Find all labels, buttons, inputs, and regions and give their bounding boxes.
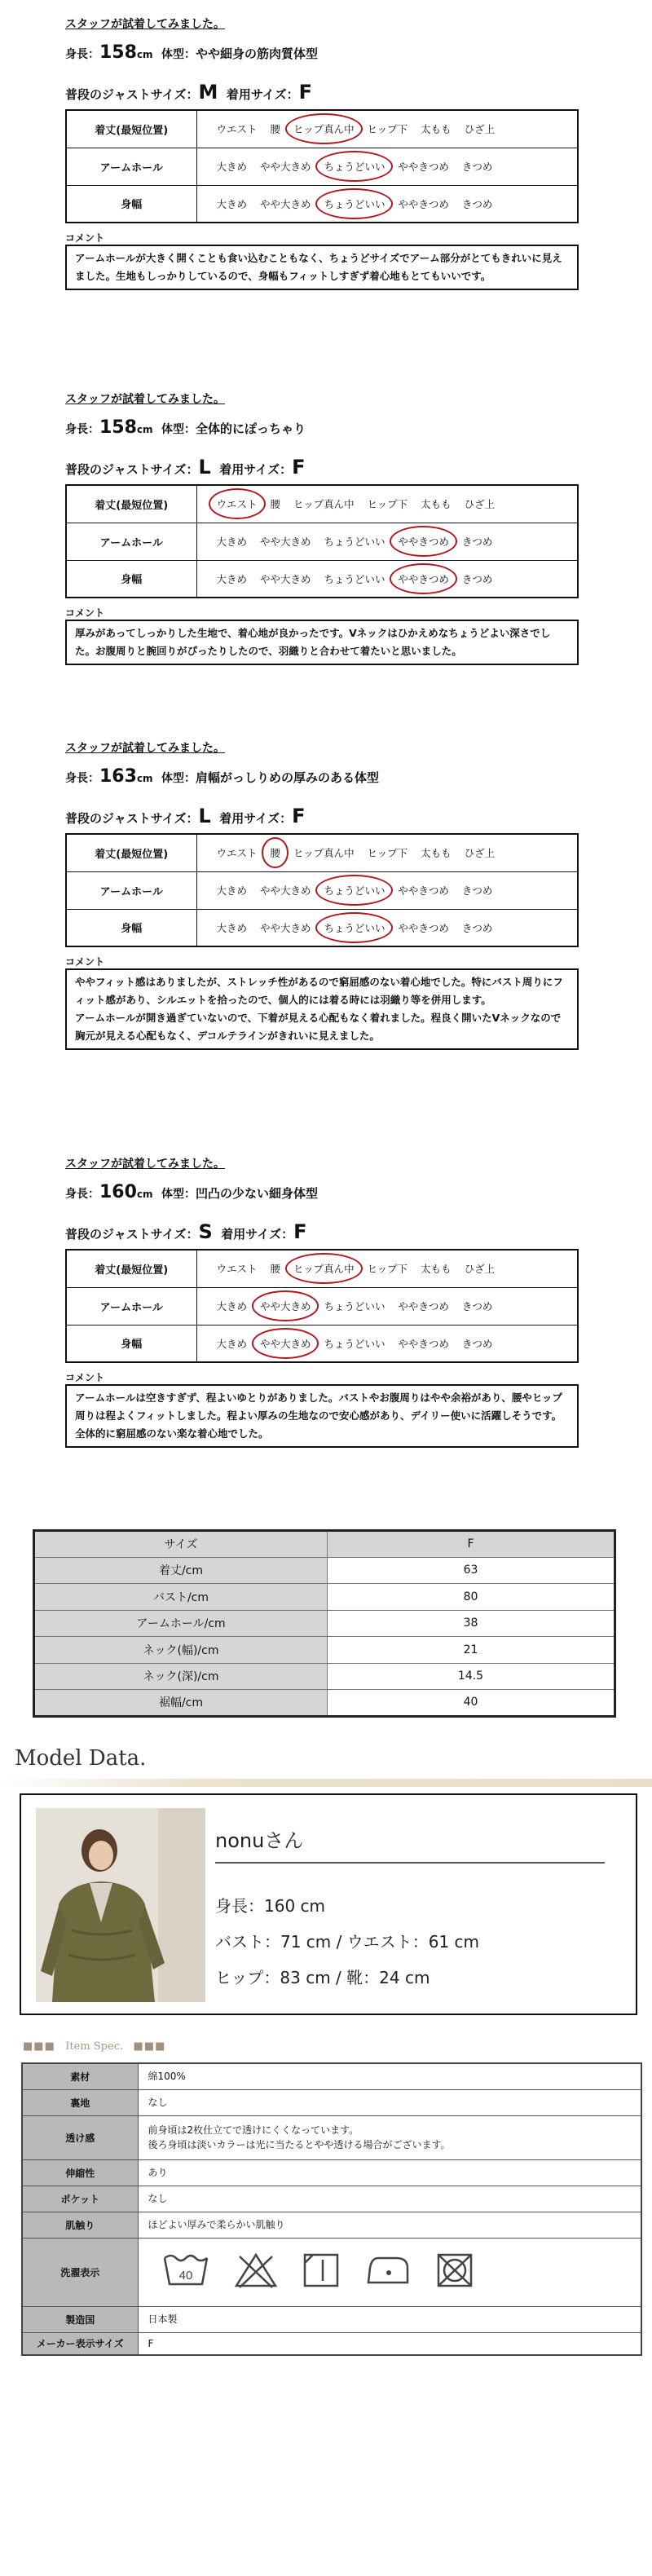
usual-size-value: M xyxy=(198,81,218,104)
fit-option: ちょうどいい xyxy=(324,1337,385,1350)
body-type-value: やや細身の筋肉質体型 xyxy=(196,46,319,61)
spec-key: 素材 xyxy=(22,2063,138,2089)
fit-row-label: 着丈(最短位置) xyxy=(66,1250,196,1287)
staff-section-title: スタッフが試着してみました。 xyxy=(65,18,225,31)
fit-option: きつめ xyxy=(461,572,493,585)
fit-row xyxy=(66,1325,578,1362)
size-measure-label: ネック(幅)/cm xyxy=(34,1637,328,1664)
staff-body-line xyxy=(65,1179,579,1206)
staff-section-title: スタッフが試着してみました。 xyxy=(65,1158,225,1171)
fit-options xyxy=(196,1325,578,1362)
fit-option: 大きめ xyxy=(216,572,248,585)
size-table-row xyxy=(34,1557,615,1584)
size-measure-value: 40 xyxy=(328,1690,615,1717)
size-measure-label: 着丈/cm xyxy=(34,1557,328,1584)
fit-option: ややきつめ xyxy=(398,884,449,897)
size-measure-value: 80 xyxy=(328,1584,615,1611)
fit-option: 太もも xyxy=(421,847,452,860)
spec-value: 綿100% xyxy=(138,2063,641,2089)
spec-value: ほどよい厚みで柔らかい肌触り xyxy=(138,2212,641,2238)
comment-label: コメント xyxy=(65,1372,105,1383)
fit-option-selected: ちょうどいい xyxy=(320,159,388,174)
spec-key: 裏地 xyxy=(22,2089,138,2115)
fit-option: 大きめ xyxy=(216,1300,248,1312)
height-unit: cm xyxy=(136,49,153,60)
fit-option-selected: やや大きめ xyxy=(257,1299,315,1313)
size-measure-label: ネック(深)/cm xyxy=(34,1663,328,1690)
staff-size-line xyxy=(65,1218,579,1246)
comment-box: ややフィット感はありましたが、ストレッチ性があるので窮屈感のない着心地でした。特にバスト周りにフィット感があり、シルエットを拾ったので、個人的には着る時には羽織り等を併用します。 アームホールが開き過ぎていないので、下着が見える心配もなく着れました。程良く開いたVネックなので胸元が見える心配もなく、デコルテラインがきれいに見えました。 xyxy=(65,968,579,1050)
comment-label: コメント xyxy=(65,956,105,968)
height-unit: cm xyxy=(136,424,153,435)
fit-row xyxy=(66,523,578,560)
fit-evaluation-table xyxy=(65,1249,579,1363)
model-name: nonuさん xyxy=(215,1829,304,1852)
fit-option-selected: ややきつめ xyxy=(394,571,452,586)
staff-section-title: スタッフが試着してみました。 xyxy=(65,393,225,406)
fit-row xyxy=(66,834,578,871)
size-header-value: F xyxy=(328,1531,615,1558)
fit-evaluation-table xyxy=(65,484,579,598)
fit-option-selected: ウエスト xyxy=(214,496,261,511)
spec-row xyxy=(22,2332,641,2355)
fit-options xyxy=(196,834,578,871)
fit-option-selected: ちょうどいい xyxy=(320,196,388,211)
fit-options xyxy=(196,560,578,598)
fit-option: やや大きめ xyxy=(259,161,311,173)
size-measure-value: 14.5 xyxy=(328,1663,615,1690)
usual-size-label: 普段のジャストサイズ： xyxy=(65,87,199,102)
heading-squares-left: ■■■ xyxy=(23,2040,55,2053)
fit-options xyxy=(196,185,578,223)
size-table xyxy=(33,1529,616,1718)
fit-option: やや大きめ xyxy=(259,572,311,585)
fit-option: 太もも xyxy=(421,123,452,136)
line-dry-shade-icon xyxy=(302,2252,341,2293)
spec-key: ポケット xyxy=(22,2186,138,2212)
fit-row-label: アームホール xyxy=(66,1287,196,1325)
fit-row-label: 身幅 xyxy=(66,560,196,598)
fit-row-label: アームホール xyxy=(66,871,196,909)
size-header-label: サイズ xyxy=(34,1531,328,1558)
fit-row xyxy=(66,909,578,946)
fit-row xyxy=(66,560,578,598)
usual-size-label: 普段のジャストサイズ： xyxy=(65,811,199,826)
fit-option: ウエスト xyxy=(216,847,258,860)
fit-option: やや大きめ xyxy=(259,921,311,934)
model-data-heading: Model Data. xyxy=(15,1746,147,1771)
staff-size-line xyxy=(65,453,579,481)
wash-symbols xyxy=(148,2252,641,2293)
staff-fitting-section xyxy=(65,740,579,1050)
fit-options xyxy=(196,909,578,946)
fit-option: 太もも xyxy=(421,1263,452,1276)
no-tumble-dry-icon xyxy=(435,2252,476,2293)
fit-row-label: 身幅 xyxy=(66,909,196,946)
height-unit: cm xyxy=(136,1189,153,1200)
comment-label: コメント xyxy=(65,607,105,619)
usual-size-value: L xyxy=(198,456,211,479)
body-type-value: 凹凸の少ない細身体型 xyxy=(196,1186,319,1201)
model-heading-rule xyxy=(0,1779,652,1787)
spec-row xyxy=(22,2063,641,2089)
model-hip-shoe: ヒップ：83 cm / 靴：24 cm xyxy=(215,1968,430,1987)
body-type-value: 全体的にぽっちゃり xyxy=(196,421,306,436)
item-spec-table xyxy=(21,2062,642,2356)
comment-box: アームホールが大きく開くことも食い込むこともなく、ちょうどサイズでアーム部分がとてもきれいに見えました。生地もしっかりしているので、身幅もフィットしすぎず着心地もとてもいいです。 xyxy=(65,245,579,290)
body-type-label: 体型： xyxy=(161,1188,196,1201)
model-bust-waist: バスト：71 cm / ウエスト：61 cm xyxy=(215,1932,480,1952)
spec-row xyxy=(22,2159,641,2186)
spec-value: なし xyxy=(138,2186,641,2212)
spec-value: なし xyxy=(138,2089,641,2115)
fit-option-selected: ややきつめ xyxy=(394,534,452,549)
fit-option: ひざ上 xyxy=(464,123,496,136)
staff-fitting-section xyxy=(65,1156,579,1448)
spec-key: 伸縮性 xyxy=(22,2159,138,2186)
fit-option: ちょうどいい xyxy=(324,536,385,548)
fit-row xyxy=(66,185,578,223)
size-measure-label: バスト/cm xyxy=(34,1584,328,1611)
body-type-label: 体型： xyxy=(161,48,196,61)
comment-box: 厚みがあってしっかりした生地で、着心地が良かったです。Vネックはひかえめなちょうどよい深さでした。お腹周りと腕回りがぴったりしたので、羽織りと合わせて着たいと思いました。 xyxy=(65,620,579,665)
fit-option: ひざ上 xyxy=(464,498,496,511)
fit-row xyxy=(66,148,578,185)
svg-text:40: 40 xyxy=(178,2268,192,2283)
item-spec-title: Item Spec. xyxy=(65,2040,124,2053)
fit-option: 大きめ xyxy=(216,161,248,173)
spec-value: F xyxy=(138,2332,641,2355)
fit-option: ヒップ下 xyxy=(367,1263,408,1276)
spec-key: 透け感 xyxy=(22,2115,138,2159)
worn-size-value: F xyxy=(292,805,306,827)
staff-body-line xyxy=(65,414,579,442)
fit-option: きつめ xyxy=(461,1337,493,1350)
size-table-row xyxy=(34,1637,615,1664)
fit-option: 大きめ xyxy=(216,536,248,548)
comment-label: コメント xyxy=(65,232,105,244)
size-table-row xyxy=(34,1584,615,1611)
staff-fitting-section xyxy=(65,391,579,665)
worn-size-label: 着用サイズ： xyxy=(221,1227,294,1242)
fit-evaluation-table xyxy=(65,833,579,947)
fit-options xyxy=(196,485,578,523)
fit-options xyxy=(196,523,578,560)
fit-row xyxy=(66,485,578,523)
fit-options xyxy=(196,1250,578,1287)
worn-size-label: 着用サイズ： xyxy=(219,811,293,826)
fit-option: 大きめ xyxy=(216,884,248,897)
staff-section-title: スタッフが試着してみました。 xyxy=(65,742,225,755)
fit-row-label: アームホール xyxy=(66,148,196,185)
fit-option-selected: ヒップ真ん中 xyxy=(290,121,358,136)
height-label: 身長： xyxy=(65,48,99,61)
height-unit: cm xyxy=(136,773,153,784)
fit-option: きつめ xyxy=(461,1300,493,1312)
spec-value: 前身頃は2枚仕立てで透けにくくなっています。 後ろ身頃は淡いカラーは光に当たるとやや透ける場合がございます。 xyxy=(138,2115,641,2159)
fit-row xyxy=(66,110,578,148)
fit-option: やや大きめ xyxy=(259,884,311,897)
fit-option: ややきつめ xyxy=(398,1337,449,1350)
fit-row-label: 着丈(最短位置) xyxy=(66,110,196,148)
fit-option: ウエスト xyxy=(216,123,258,136)
spec-row xyxy=(22,2306,641,2332)
fit-option: きつめ xyxy=(461,921,493,934)
height-label: 身長： xyxy=(65,1188,99,1201)
fit-option: きつめ xyxy=(461,161,493,173)
item-spec-heading xyxy=(23,2040,165,2053)
fit-option-selected: ちょうどいい xyxy=(320,883,388,898)
size-table-row xyxy=(34,1690,615,1717)
comment-box: アームホールは空きすぎず、程よいゆとりがありました。バストやお腹周りはやや余裕があり、腰やヒップ周りは程よくフィットしました。程よい厚みの生地なので安心感があり、デイリー使いに活躍しそうです。全体的に窮屈感のない楽な着心地でした。 xyxy=(65,1384,579,1448)
height-value: 160 xyxy=(99,1182,137,1202)
fit-option: ややきつめ xyxy=(398,197,449,210)
fit-option: 腰 xyxy=(270,498,280,511)
fit-option: 腰 xyxy=(270,1263,280,1276)
usual-size-label: 普段のジャストサイズ： xyxy=(65,1227,199,1242)
worn-size-value: F xyxy=(292,456,306,479)
spec-row xyxy=(22,2115,641,2159)
fit-option: ちょうどいい xyxy=(324,572,385,585)
fit-row xyxy=(66,871,578,909)
fit-option: 大きめ xyxy=(216,197,248,210)
height-label: 身長： xyxy=(65,772,99,785)
fit-options xyxy=(196,1287,578,1325)
fit-option: ひざ上 xyxy=(464,1263,496,1276)
worn-size-label: 着用サイズ： xyxy=(226,87,299,102)
no-bleach-icon xyxy=(233,2252,279,2293)
fit-option: きつめ xyxy=(461,536,493,548)
spec-value: あり xyxy=(138,2159,641,2186)
fit-option: 腰 xyxy=(270,123,280,136)
spec-key: 肌触り xyxy=(22,2212,138,2238)
worn-size-label: 着用サイズ： xyxy=(219,462,293,477)
fit-option: ややきつめ xyxy=(398,1300,449,1312)
fit-row-label: 着丈(最短位置) xyxy=(66,834,196,871)
iron-low-icon xyxy=(363,2252,412,2293)
fit-evaluation-table xyxy=(65,109,579,223)
model-height: 身長：160 cm xyxy=(215,1896,326,1916)
fit-option: やや大きめ xyxy=(259,536,311,548)
spec-value xyxy=(138,2238,641,2306)
fit-option: 大きめ xyxy=(216,921,248,934)
fit-option: きつめ xyxy=(461,197,493,210)
spec-key: 洗濯表示 xyxy=(22,2238,138,2306)
fit-option: やや大きめ xyxy=(259,197,311,210)
spec-key: 製造国 xyxy=(22,2306,138,2332)
usual-size-value: L xyxy=(198,805,211,827)
usual-size-value: S xyxy=(198,1220,213,1243)
height-label: 身長： xyxy=(65,423,99,436)
size-measure-label: 裾幅/cm xyxy=(34,1690,328,1717)
spec-value: 日本製 xyxy=(138,2306,641,2332)
fit-row xyxy=(66,1287,578,1325)
size-table-header xyxy=(34,1531,615,1558)
fit-options xyxy=(196,871,578,909)
size-measure-value: 63 xyxy=(328,1557,615,1584)
spec-key: メーカー表示サイズ xyxy=(22,2332,138,2355)
fit-options xyxy=(196,110,578,148)
wash-40-icon xyxy=(161,2252,210,2293)
fit-option: きつめ xyxy=(461,884,493,897)
staff-size-line xyxy=(65,78,579,106)
worn-size-value: F xyxy=(298,81,313,104)
body-type-label: 体型： xyxy=(161,772,196,785)
fit-option-selected: やや大きめ xyxy=(257,1336,315,1351)
fit-row-label: 身幅 xyxy=(66,1325,196,1362)
fit-option: ヒップ下 xyxy=(367,123,408,136)
fit-row-label: 身幅 xyxy=(66,185,196,223)
fit-option: ヒップ真ん中 xyxy=(293,847,355,860)
model-figure-illustration xyxy=(36,1808,205,2002)
fit-option: ややきつめ xyxy=(398,161,449,173)
fit-option-selected: 腰 xyxy=(267,845,284,860)
fit-row-label: アームホール xyxy=(66,523,196,560)
size-measure-label: アームホール/cm xyxy=(34,1610,328,1637)
size-table-row xyxy=(34,1663,615,1690)
body-type-value: 肩幅がっしりめの厚みのある体型 xyxy=(196,770,380,785)
spec-row xyxy=(22,2089,641,2115)
body-type-label: 体型： xyxy=(161,423,196,436)
heading-squares-right: ■■■ xyxy=(133,2040,166,2053)
fit-option: ヒップ下 xyxy=(367,498,408,511)
height-value: 163 xyxy=(99,766,137,787)
spec-row xyxy=(22,2238,641,2306)
fit-options xyxy=(196,148,578,185)
usual-size-label: 普段のジャストサイズ： xyxy=(65,462,199,477)
model-name-divider xyxy=(215,1862,605,1864)
fit-option: 大きめ xyxy=(216,1337,248,1350)
size-measure-value: 38 xyxy=(328,1610,615,1637)
worn-size-value: F xyxy=(293,1220,307,1243)
fit-option: ややきつめ xyxy=(398,921,449,934)
fit-row xyxy=(66,1250,578,1287)
fit-option: ウエスト xyxy=(216,1263,258,1276)
height-value: 158 xyxy=(99,417,137,438)
size-measure-value: 21 xyxy=(328,1637,615,1664)
fit-option-selected: ヒップ真ん中 xyxy=(290,1261,358,1276)
staff-size-line xyxy=(65,802,579,830)
fit-option: ヒップ真ん中 xyxy=(293,498,355,511)
staff-body-line xyxy=(65,39,579,67)
size-table-row xyxy=(34,1610,615,1637)
spec-row xyxy=(22,2212,641,2238)
model-photo xyxy=(36,1808,205,2002)
staff-body-line xyxy=(65,763,579,791)
fit-option: ヒップ下 xyxy=(367,847,408,860)
staff-fitting-section xyxy=(65,16,579,290)
fit-option: ちょうどいい xyxy=(324,1300,385,1312)
height-value: 158 xyxy=(99,42,137,63)
fit-row-label: 着丈(最短位置) xyxy=(66,485,196,523)
spec-row xyxy=(22,2186,641,2212)
fit-option-selected: ちょうどいい xyxy=(320,920,388,935)
model-data-box xyxy=(20,1793,637,2015)
fit-option: ひざ上 xyxy=(464,847,496,860)
fit-option: 太もも xyxy=(421,498,452,511)
